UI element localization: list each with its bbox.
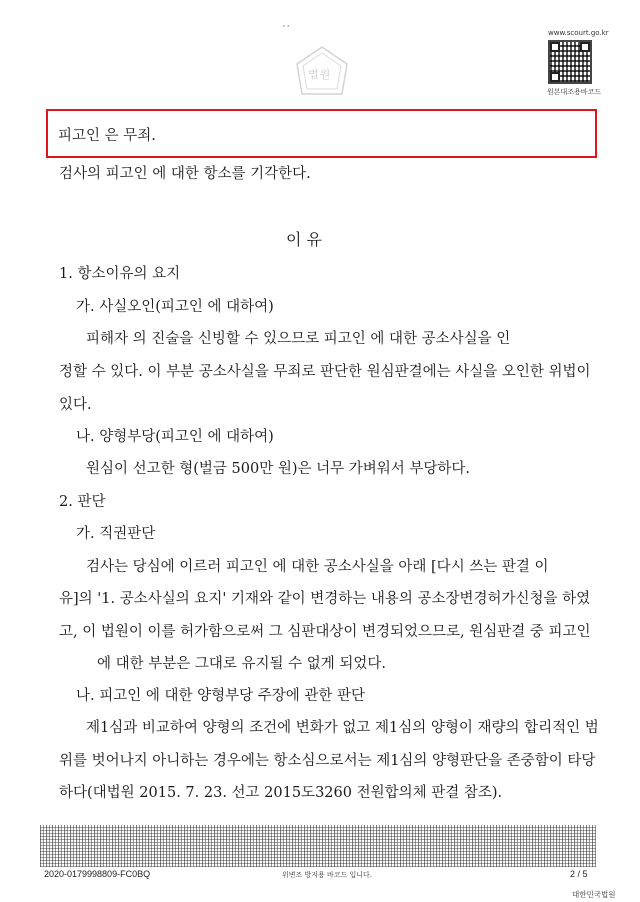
section-title-reasons: 이 유 — [286, 230, 322, 249]
paragraph-line: 정할 수 있다. 이 부분 공소사실을 무죄로 판단한 원심판결에는 사실을 오인한 위법이 — [59, 364, 591, 380]
paragraph-line: 유]의 '1. 공소사실의 요지' 기재와 같이 변경하는 내용의 공소장변경허가신청을 하였 — [59, 591, 591, 607]
qr-caption: 원본대조용바코드 — [547, 88, 602, 96]
heading-appeal-grounds: 1. 항소이유의 요지 — [59, 266, 181, 282]
seal-text: 법원 — [308, 68, 332, 81]
heading-judgment: 2. 판단 — [59, 494, 106, 510]
subheading-fact-error: 가. 사실오인(피고인 에 대하여) — [76, 299, 274, 315]
paragraph-line: 제1심과 비교하여 양형의 조건에 변화가 없고 제1심의 양형이 재량의 합리적인 범 — [86, 720, 599, 736]
verification-qr-code — [548, 40, 592, 84]
paragraph-line: 고, 이 법원이 이를 허가함으로써 그 심판대상이 변경되었으므로, 원심판결 중 피고인 — [59, 624, 591, 640]
barcode-note: 위변조 방지용 바코드 입니다. — [282, 871, 373, 879]
paragraph-line: 있다. — [59, 397, 92, 413]
subheading-sentencing: 나. 양형부당(피고인 에 대하여) — [76, 429, 274, 445]
paragraph-line: 원심이 선고한 형(벌금 500만 원)은 너무 가벼워서 부당하다. — [86, 461, 471, 477]
qr-finder-icon — [550, 72, 560, 82]
header-marks: ' ' — [283, 24, 290, 32]
qr-finder-icon — [580, 42, 590, 52]
anti-forgery-barcode — [40, 825, 596, 867]
qr-finder-icon — [550, 42, 560, 52]
paragraph-line: 피해자 의 진술을 신빙할 수 있으므로 피고인 에 대한 공소사실을 인 — [86, 331, 511, 347]
ruling-appeal-dismissed: 검사의 피고인 에 대한 항소를 기각한다. — [59, 166, 311, 182]
ruling-acquittal: 피고인 은 무죄. — [58, 128, 156, 144]
paragraph-line: 위를 벗어나지 아니하는 경우에는 항소심으로서는 제1심의 양형판단을 존중함이 타당 — [59, 753, 596, 769]
paragraph-line: 하다(대법원 2015. 7. 23. 선고 2015도3260 전원합의체 판결 참조). — [59, 785, 503, 801]
subheading-ex-officio: 가. 직권판단 — [76, 526, 156, 542]
document-id: 2020-0179998809-FC0BQ — [44, 869, 151, 879]
page-number: 2 / 5 — [570, 869, 588, 879]
site-url: www.scourt.go.kr — [548, 29, 609, 37]
paragraph-line: 에 대한 부분은 그대로 유지될 수 없게 되었다. — [97, 656, 386, 672]
paragraph-line: 검사는 당심에 이르러 피고인 에 대한 공소사실을 아래 [다시 쓰는 판결 이 — [86, 559, 549, 575]
issuer-label: 대한민국법원 — [572, 890, 616, 899]
subheading-sentencing-claim: 나. 피고인 에 대한 양형부당 주장에 관한 판단 — [76, 688, 365, 704]
court-seal-watermark — [292, 44, 352, 104]
